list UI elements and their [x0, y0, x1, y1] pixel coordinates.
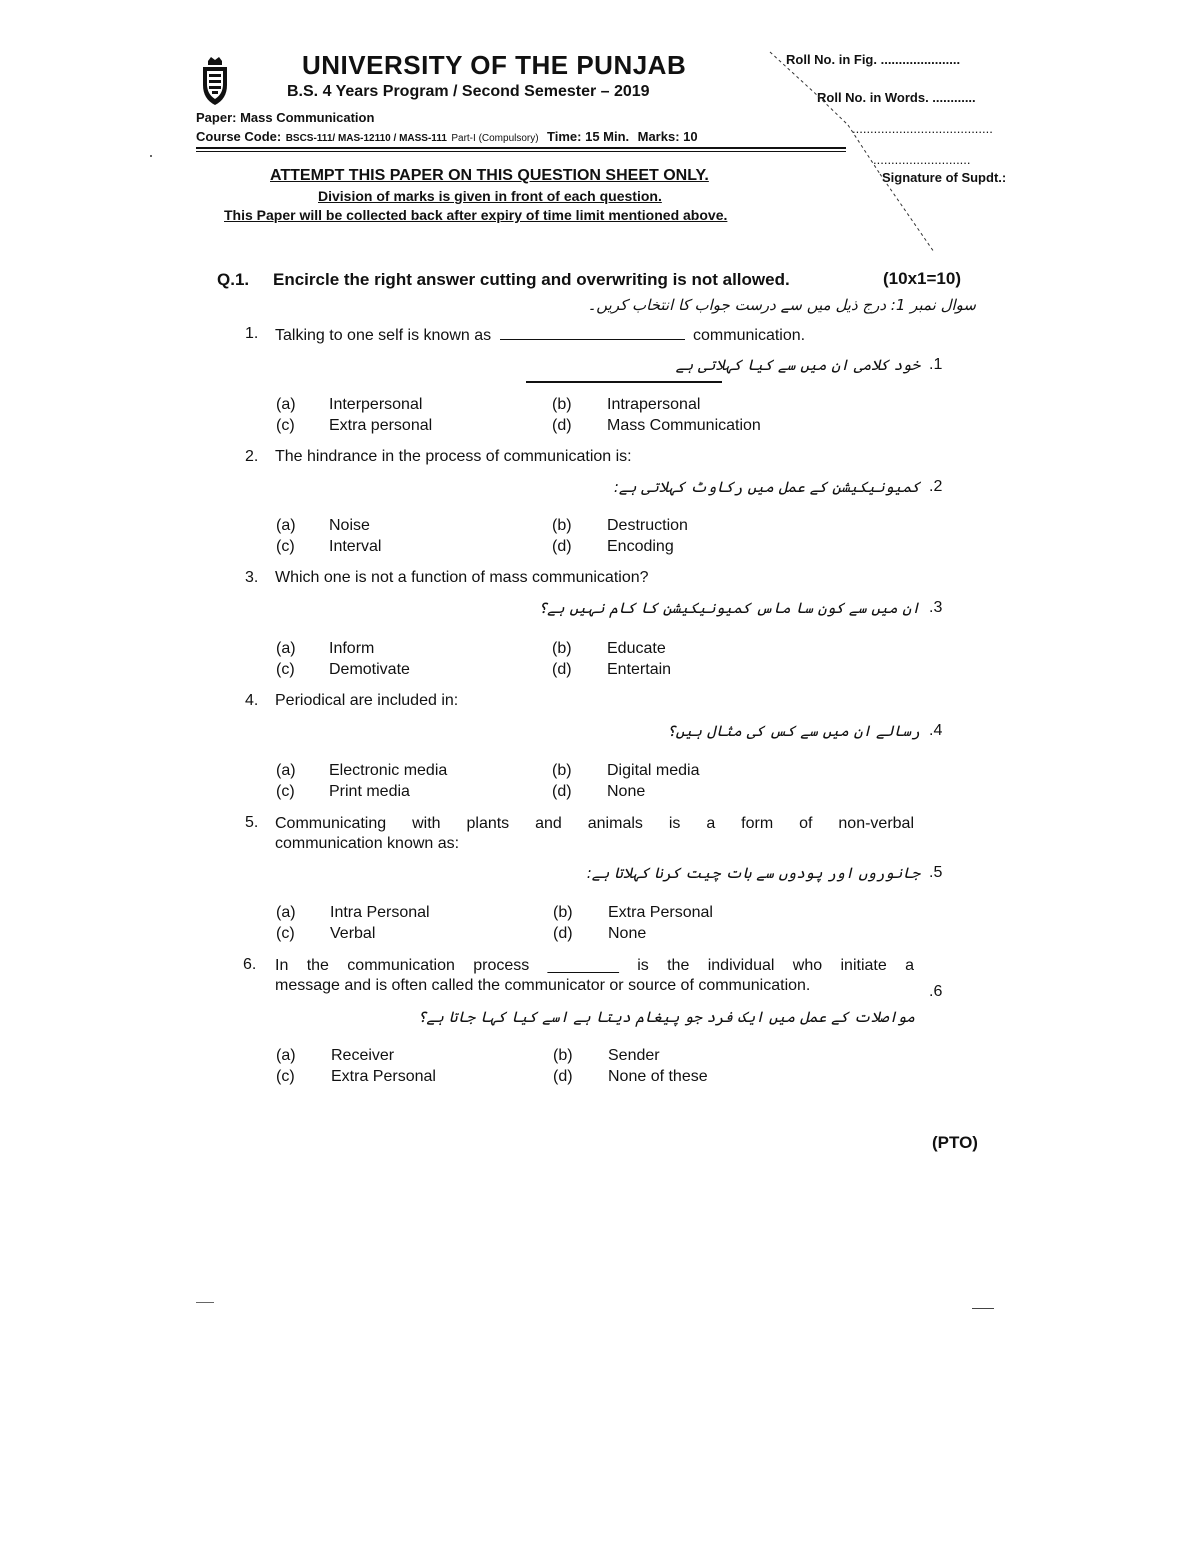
mcq-1-urdu: خود کلامی ان میں سے کیا کہلاتی ہے — [675, 356, 920, 374]
roll-no-figure[interactable]: Roll No. in Fig. ...................... — [786, 52, 961, 67]
mcq-4-option-d-label[interactable]: (d) — [552, 783, 572, 800]
supdt-signature: Signature of Supdt.: — [882, 170, 1007, 185]
mcq-4-number: 4. — [245, 692, 259, 709]
mcq-6-option-b-label[interactable]: (b) — [553, 1047, 573, 1064]
mcq-3-option-a[interactable]: Inform — [329, 640, 375, 657]
mcq-5-text-line1: Communicating with plants and animals is a form of non-verbal — [275, 815, 914, 832]
pto-label: (PTO) — [932, 1133, 978, 1152]
mcq-2-text: The hindrance in the process of communication is: — [275, 448, 632, 465]
mcq-1-text-after: communication. — [693, 327, 806, 344]
mcq-2-option-a[interactable]: Noise — [329, 517, 370, 534]
mcq-3-option-b[interactable]: Educate — [607, 640, 666, 657]
mcq-6-text-line1: In the communication process ________ is the individual who initiate a — [275, 957, 914, 974]
mcq-6-option-c[interactable]: Extra Personal — [331, 1068, 436, 1085]
question-number: Q.1. — [217, 270, 250, 289]
mcq-6-option-b[interactable]: Sender — [608, 1047, 660, 1064]
university-title: UNIVERSITY OF THE PUNJAB — [302, 50, 687, 80]
question-marks: (10x1=10) — [883, 269, 961, 288]
scan-mark — [150, 155, 152, 157]
program-line: B.S. 4 Years Program / Second Semester – 2019 — [287, 83, 650, 100]
mcq-4-option-c[interactable]: Print media — [329, 783, 410, 800]
scan-mark — [196, 1302, 214, 1303]
mcq-5-option-c[interactable]: Verbal — [330, 925, 376, 942]
paper-title: Paper: Mass Communication — [196, 110, 375, 125]
roll-dots-line: ....................................... — [852, 121, 993, 136]
mcq-4-option-b-label[interactable]: (b) — [552, 762, 572, 779]
mcq-1-option-b-label[interactable]: (b) — [552, 396, 572, 413]
mcq-6-option-d[interactable]: None of these — [608, 1068, 708, 1085]
mcq-5-number: 5. — [245, 814, 259, 831]
mcq-3-option-a-label[interactable]: (a) — [276, 640, 296, 657]
mcq-4-option-c-label[interactable]: (c) — [276, 783, 295, 800]
mcq-3-option-b-label[interactable]: (b) — [552, 640, 572, 657]
mcq-1-option-c-label[interactable]: (c) — [276, 417, 295, 434]
mcq-6-option-c-label[interactable]: (c) — [276, 1068, 295, 1085]
mcq-1-urdu-blank[interactable] — [526, 381, 722, 383]
mcq-3-option-c-label[interactable]: (c) — [276, 661, 295, 678]
mcq-5-option-a-label[interactable]: (a) — [276, 904, 296, 921]
mcq-3-urdu-number: .3 — [929, 599, 943, 616]
mcq-5-option-d[interactable]: None — [608, 925, 647, 942]
mcq-6-option-a[interactable]: Receiver — [331, 1047, 395, 1064]
instruction-collected: This Paper will be collected back after expiry of time limit mentioned above. — [224, 207, 728, 223]
mcq-1-option-b[interactable]: Intrapersonal — [607, 396, 701, 413]
mcq-1-option-a-label[interactable]: (a) — [276, 396, 296, 413]
course-code-label: Course Code: — [196, 129, 282, 144]
header-rule — [196, 147, 846, 149]
mcq-6-urdu: مواصلات کے عمل میں ایک فرد جو پیغام دیتا ہے اسے کیا کہا جاتا ہے؟ — [417, 1008, 915, 1026]
mcq-2-option-b-label[interactable]: (b) — [552, 517, 572, 534]
marks-label: Marks: 10 — [637, 129, 698, 144]
mcq-4-urdu: رسالے ان میں سے کس کی مثال ہیں؟ — [666, 722, 920, 740]
mcq-1-text — [275, 325, 805, 345]
mcq-5-option-c-label[interactable]: (c) — [276, 925, 295, 942]
mcq-3-urdu: ان میں سے کون سا ماس کمیونیکیشن کا کام نہیں ہے؟ — [538, 599, 920, 617]
university-crest-logo — [198, 55, 232, 107]
mcq-5-urdu-number: .5 — [929, 864, 943, 881]
course-line — [196, 128, 698, 146]
mcq-1-option-c[interactable]: Extra personal — [329, 417, 433, 434]
mcq-6-number: 6. — [243, 956, 257, 973]
mcq-4-urdu-number: .4 — [929, 722, 943, 739]
mcq-5-option-b[interactable]: Extra Personal — [608, 904, 713, 921]
mcq-1-option-a[interactable]: Interpersonal — [329, 396, 423, 413]
mcq-3-number: 3. — [245, 569, 259, 586]
mcq-4-option-a-label[interactable]: (a) — [276, 762, 296, 779]
time-label: Time: 15 Min. — [547, 129, 630, 144]
scan-mark — [972, 1308, 994, 1309]
mcq-2-urdu-number: .2 — [929, 478, 943, 495]
mcq-4-option-b[interactable]: Digital media — [607, 762, 700, 779]
instruction-division: Division of marks is given in front of each question. — [318, 188, 662, 204]
mcq-2-option-d-label[interactable]: (d) — [552, 538, 572, 555]
mcq-4-option-a[interactable]: Electronic media — [329, 762, 448, 779]
instruction-attempt: ATTEMPT THIS PAPER ON THIS QUESTION SHEET ONLY. — [270, 167, 709, 184]
roll-no-words[interactable]: Roll No. in Words. ............ — [817, 90, 976, 105]
mcq-1-blank[interactable] — [500, 325, 685, 340]
roll-box-border — [768, 50, 938, 255]
mcq-5-option-d-label[interactable]: (d) — [553, 925, 573, 942]
question-text: Encircle the right answer cutting and overwriting is not allowed. — [273, 270, 790, 289]
mcq-2-option-c[interactable]: Interval — [329, 538, 382, 555]
mcq-6-text-line2: message and is often called the communicator or source of communication. — [275, 977, 811, 994]
mcq-5-text-line2: communication known as: — [275, 835, 460, 852]
mcq-4-text: Periodical are included in: — [275, 692, 459, 709]
signature-dots: ........................... — [873, 152, 971, 167]
mcq-1-number: 1. — [245, 325, 259, 342]
mcq-2-option-d[interactable]: Encoding — [607, 538, 674, 555]
part-label: Part-I (Compulsory) — [451, 133, 539, 144]
course-code: BSCS-111/ MAS-12110 / MASS-111 — [285, 133, 447, 144]
mcq-1-text-before: Talking to one self is known as — [275, 327, 492, 344]
mcq-3-option-d-label[interactable]: (d) — [552, 661, 572, 678]
mcq-2-option-a-label[interactable]: (a) — [276, 517, 296, 534]
mcq-5-option-a[interactable]: Intra Personal — [330, 904, 430, 921]
mcq-6-option-a-label[interactable]: (a) — [276, 1047, 296, 1064]
mcq-6-urdu-number: .6 — [929, 983, 943, 1000]
mcq-4-option-d[interactable]: None — [607, 783, 646, 800]
mcq-5-urdu: جانوروں اور پودوں سے بات چیت کرنا کہلاتا ہے: — [586, 864, 920, 882]
mcq-2-urdu: کمیونیکیشن کے عمل میں رکاوٹ کہلاتی ہے: — [613, 478, 920, 496]
question-urdu: سوال نمبر 1: درج ذیل میں سے درست جواب کا انتخاب کریں۔ — [587, 296, 976, 314]
header-rule-thin — [196, 151, 846, 152]
mcq-1-urdu-number: .1 — [929, 356, 943, 373]
mcq-2-option-c-label[interactable]: (c) — [276, 538, 295, 555]
mcq-1-option-d-label[interactable]: (d) — [552, 417, 572, 434]
mcq-2-number: 2. — [245, 448, 259, 465]
mcq-1-option-d[interactable]: Mass Communication — [607, 417, 761, 434]
mcq-3-option-c[interactable]: Demotivate — [329, 661, 410, 678]
mcq-6-option-d-label[interactable]: (d) — [553, 1068, 573, 1085]
mcq-5-option-b-label[interactable]: (b) — [553, 904, 573, 921]
mcq-2-option-b[interactable]: Destruction — [607, 517, 688, 534]
mcq-3-text: Which one is not a function of mass communication? — [275, 569, 649, 586]
mcq-3-option-d[interactable]: Entertain — [607, 661, 672, 678]
